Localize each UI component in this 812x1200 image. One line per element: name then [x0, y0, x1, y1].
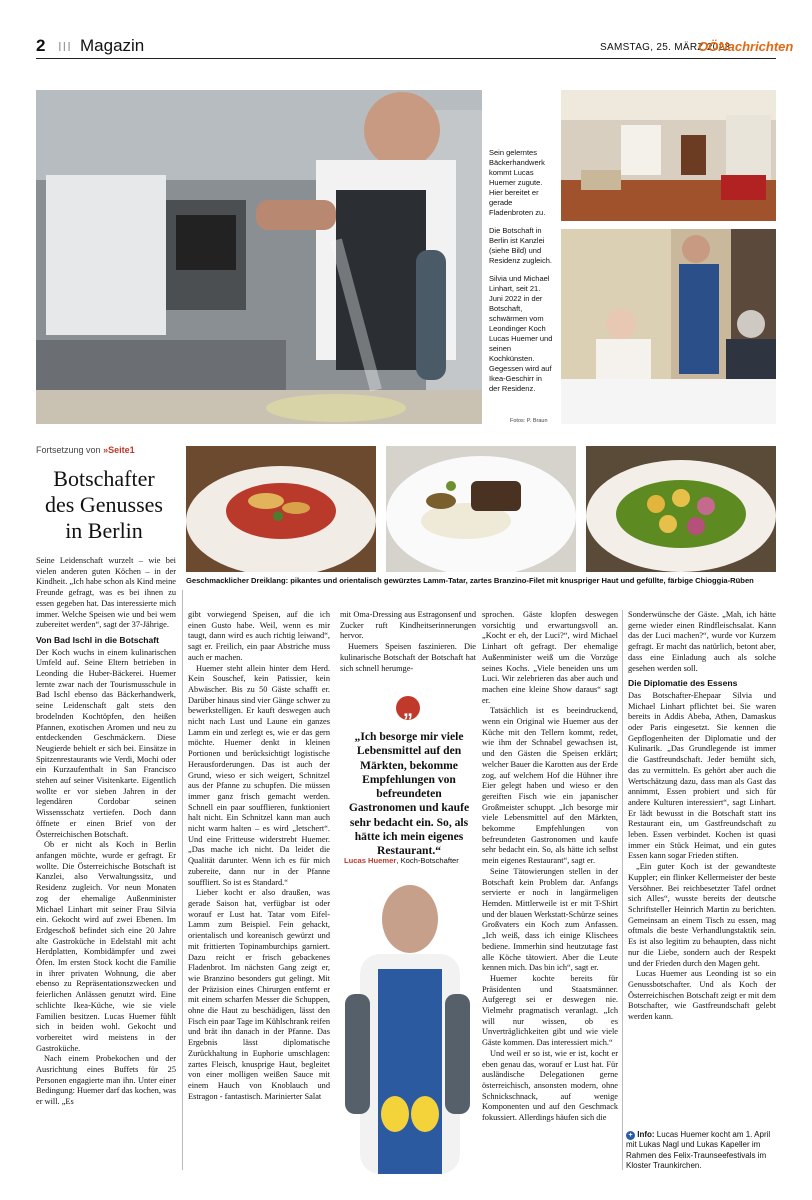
paragraph: Das Botschafter-Ehepaar Silvia und Michael Linhart pflichtet bei. Sie waren bereits in Addis Abeba, Athen, Damaskus oder Paris eingesetzt. Sie kennen die Gepflogenheiten der Diplomatie und der Kulinarik. „Das Grundlegende ist immer die Gastfreundschaft. Jeder bemüht sich, das zu vermitteln. Es gehört aber auch die Wertschätzung dazu, dass man als Gast das annimmt, Essen probiert und sich für andere Kulturen interessiert“, sagt Linhart. Er lädt bewusst in die Botschaft statt ins Restaurant ein, um Gastfreundschaft zu leben. Essen verbindet. Kochen ist quasi immer ein Stück Heimat, und ein gutes Essen kann sogar Frieden stiften.: [628, 690, 776, 861]
section-title: Magazin: [80, 36, 145, 55]
header-separator: III: [58, 39, 72, 54]
paragraph: Lieber kocht er also draußen, was gerade Saison hat, verfügbar ist oder worauf er Lust hat. Tatar vom Eifel-Lamm zum Beispiel. Fein gehackt, orientalisch und koreanisch gewürzt und mit frittierten Topinamburchips garniert. Dazu reicht er frisch gebackenes Fladenbrot. Im nächsten Gang zeigt er, wie Branzino besonders gut gelingt. Mit der Präzision eines Chirurgen entfernt er mit einem scharfen Messer die Schuppen, ohne die Haut zu beschädigen, lässt den Fisch ein paar Tage im Kühlschrank reifen und brät ihn danach in der Pfanne. Das Ergebnis lässt diplomatische Zurückhaltung in Euphorie umschlagen: zartes Fleisch, knusprige Haut, begleitet von einer molligen weißen Sauce mit einem Hauch von Knoblauch und Estragon - fantastisch. Marinierter Salat: [188, 888, 330, 1101]
column-rule: [622, 610, 623, 1170]
article-column-1: [36, 556, 176, 1108]
dish-photos-caption: Geschmacklicher Dreiklang: pikantes und orientalisch gewürztes Lamm-Tatar, zartes Branzino-Filet mit knuspriger Haut und gefüllte, färbige Chioggia-Rüben: [186, 576, 754, 585]
info-text: Lucas Huemer kocht am 1. April mit Lukas Nagl und Lukas Kapeller im Rahmen des Felix-Traunseefestivals im Kloster Traunkirchen.: [626, 1130, 771, 1171]
article-column-3: [340, 610, 476, 674]
paragraph: Huemer steht allein hinter dem Herd. Kein Souschef, kein Patissier, kein Abwäscher. Bis zu 50 Gäste schafft er. Darüber hinaus sind vier Gänge schwer zu bewerkstelligen. Er kauft deswegen auch nicht nach Lust und Laune ein ganzes Lamm ein und zerlegt es, wie er das gern möchte. Huemer denkt in kleinen Portionen und berücksichtigt logistische Herausforderungen. Das ist auch der Grund, wieso er sich weigert, Schnitzel aus der Pfanne zu schupfen. Die müssen immer ganz frisch gemacht werden. Schnell ein paar soufflieren, funktioniert halt nicht. Ein Schnitzel kann man auch nicht warm halten – es wird „letschert“. Und eine Fritteuse widerstrebt Huemer. „Das mache ich nicht. Da leidet die Qualität darunter. Wenn ich es für mich zubereite, dann nur in der Pfanne souffliert. So ist es Standard.“: [188, 663, 330, 887]
pull-quote: „Ich besorge mir viele Lebensmittel auf den Märkten, bekomme Empfehlungen von befreundeten Gastronomen und kaufe sehr bedacht ein. So, als hätte ich mein eigenes Restaurant.“: [348, 730, 470, 858]
info-label: Info:: [637, 1130, 655, 1139]
photo-linhart-dinner: [561, 229, 776, 424]
article-column-4: [482, 610, 618, 1124]
pull-quote-attribution: [344, 856, 484, 865]
continuation-note: [36, 445, 135, 455]
paragraph: Nach einem Probekochen und der Ausrichtung eines Buffets für 25 Personen engagierte man ihn. Unter einer Bedingung: Huemer darf das kochen, was er will. „Es: [36, 1054, 176, 1107]
paragraph: Ob er nicht als Koch in Berlin anfangen möchte, wurde er gefragt. Er wollte. Die Österreichische Botschaft ist Kanzlei, also Verwaltungssitz, und Residenz zugleich. Vor neun Monaten zog der ehemalige Außenminister Michael Linhart mit seiner Frau Silvia ein. Gekocht wird auf zwei Ebenen. Im Erdgeschoß befindet sich eine 20 Jahre alte Gastroküche in Edelstahl mit acht Herdplatten, Kombidämpfer und zwei Öfen. Im ersten Stock kocht die Familie in ihrer privaten Wohnung, die aber ebenso zu Repräsentationszwecken und feierlichen Anlässen genutzt wird. Eine schlichte Ikea-Küche, wie sie viele Familien besitzen. Lucas Huemer fühlt sich in beiden wohl. Gekocht und vorbereitet wird meistens in der Gastroküche.: [36, 840, 176, 1053]
paragraph: Und weil er so ist, wie er ist, kocht er eben genau das, worauf er Lust hat. Für ausländische Delegationen gerne österreichisch, ansonsten modern, ohne Schnickschnack, auf wenige Komponenten und auf den Geschmack fokussiert. Allerdings häufen sich die: [482, 1048, 618, 1123]
photo-lamb-tartare: [186, 446, 376, 572]
photo-branzino: [386, 446, 576, 572]
paragraph: Seine Leidenschaft wurzelt – wie bei vielen anderen guten Köchen – in der Kindheit. „Ich habe schon als Kind meine Freunde gefragt, was es bei ihnen zu essen gegeben hat. Das interessierte mich immer. Welche Speisen wie und bei wem zubereitet werden“, sagt der 37-Jährige.: [36, 556, 176, 630]
paragraph: Tatsächlich ist es beeindruckend, wenn ein Original wie Huemer aus der Küche mit den Tellern kommt, redet, wie ihm der Schnabel gewachsen ist, und den Gästen die Speisen erklärt; welcher Bauer die Karotten aus der Erde zog, auf welchem Hof die Hühner ihre Eier gelegt haben und wieso er den gereiften Fisch wie ein japanischer Großmeister schuppt. „Ich besorge mir viele Lebensmittel auf den Märkten, bekomme Empfehlungen von befreundeten Gastronomen und kaufe sehr bedacht ein. So, als hätte ich selbst mein eigenes Restaurant“, sagt er.: [482, 706, 618, 866]
paragraph: gibt vorwiegend Speisen, auf die ich einen Gusto habe. Weil, wenn es mir taugt, dann wird es auch richtig leiwand“, sagt er. Freilich, ein paar Abstriche muss auch er machen.: [188, 610, 330, 662]
paragraph: „Ein guter Koch ist der gewandteste Kuppler; ein flinker Kellermeister der beste Versöhner. Bei reichbesetzter Tafel ordnet sich Alles“, wusste bereits der deutsche Schriftsteller Heinrich Martin zu berichten. Gemeinsam an einem Tisch zu essen, mag oftmals die beste Verhandlungstaktik sein. Es ist also legitim zu behaupten, dass nicht nur die Liebe, sondern auch der Respekt und der Frieden durch den Magen geht.: [628, 862, 776, 968]
caption-embassy: Die Botschaft in Berlin ist Kanzlei (siehe Bild) und Residenz zugleich.: [489, 226, 552, 265]
photo-chef-kitchen: [36, 90, 482, 424]
paragraph: mit Oma-Dressing aus Estragonsenf und Zucker ruft Kindheitserinnerungen hervor.: [340, 610, 476, 641]
caption-linhart: Silvia und Michael Linhart, seit 21. Juni 2022 in der Botschaft, schwärmen vom Leondinger Koch Lucas Huemer und seinen Kochkünsten. Gegessen wird auf Ikea-Geschirr in der Residenz.: [489, 274, 553, 393]
photo-caption-side: [489, 148, 553, 402]
subhead-bad-ischl: Von Bad Ischl in die Botschaft: [36, 634, 160, 645]
quote-role: , Koch-Botschafter: [396, 856, 459, 865]
caption-baking: Sein gelerntes Bäckerhandwerk kommt Lucas Huemer zugute. Hier bereitet er gerade Fladenbroten zu.: [489, 148, 546, 217]
paragraph: Seine Tätowierungen stellen in der Botschaft kein Problem dar. Anfangs servierte er noch in langärmeligen Hemden. Mittlerweile ist er mit T-Shirt und der blauen Werkstatt-Schürze seines Großvaters ein Koch zum Anfassen. „Ich weiß, dass ich einige Klischees bediene. Immerhin sind heutzutage fast alle Köche tätowiert. Aber die Leute kennen mich. Das bin ich“, sagt er.: [482, 866, 618, 973]
paragraph: Huemer kochte bereits für Präsidenten und Staatsmänner. Aufgeregt sei er deswegen nie. Vielmehr pragmatisch veranlagt. „Ich will nur wissen, ob es Unverträglichkeiten gibt und wie viele Gäste kommen. Das interessiert mich.“: [482, 973, 618, 1048]
quote-icon: „: [396, 696, 420, 720]
plus-icon: +: [626, 1131, 635, 1140]
photo-credit: Fotos: P. Braun: [510, 418, 548, 424]
article-column-2: [188, 610, 330, 1102]
paragraph: Sonderwünsche der Gäste. „Mah, ich hätte gerne wieder einen Rindfleischsalat. Kann das der Luci machen?“, wurde vor Kurzem gefragt. Er macht das natürlich, betont aber, dass eine Einladung auch als solche gesehen werden soll.: [628, 610, 776, 673]
info-box: [626, 1130, 776, 1172]
photo-chef-portrait: [340, 874, 475, 1174]
article-column-5: [628, 610, 776, 1023]
continuation-prefix: Fortsetzung von: [36, 445, 101, 455]
paragraph: Huemers Speisen faszinieren. Die kulinarische Botschaft der Botschaft hat sich schnell herumge-: [340, 642, 476, 673]
quote-author: Lucas Huemer: [344, 856, 397, 865]
photo-chioggia-beets: [586, 446, 776, 572]
photo-embassy-interior: [561, 90, 776, 221]
continuation-link[interactable]: »Seite1: [103, 445, 135, 455]
paragraph: Der Koch wuchs in einem kulinarischen Umfeld auf. Seine Eltern betrieben in Leonding die Huber-Bäckerei. Huemer lernte zwar nach der Tourismusschule in Bad Ischl ebenso das Bäckerhandwerk, seine Leidenschaft galt stets den brodelnden Kochtöpfen, den heißen Pfannen, exotischen Aromen und neu zu entdeckenden Geschmäckern. Diese Neugierde behielt er sich bei. Einsätze in Spitzenrestaurants wie Verdi, Mochi oder ein Kurzaufenthalt in San Francisco stehen auf seiner Visitenkarte. Eigentlich wollte er vor sieben Jahren in der legendären Cordobar seinen Wissensschatz vertiefen. Doch dann öffnete er einen Brief von der Österreichischen Botschaft.: [36, 647, 176, 839]
article-headline: Botschafter des Genusses in Berlin: [45, 466, 163, 543]
paragraph: sprochen. Gäste klopfen deswegen vorsichtig und erwartungsvoll an. „Kocht er eh, der Luci?“, wird Michael Linhart oft gefragt. Der ehemalige Außenminister weiß um die Vorzüge seines Kochs. „Viele beneiden uns um Luci. Wir zelebrieren das aber auch und machen eine kleine Show daraus“ sagt er.: [482, 610, 618, 705]
paragraph: Lucas Huemer aus Leonding ist so ein Genussbotschafter. Und als Koch der Österreichischen Botschaft zeigt er mit dem Botschafter, wie Gastfreundschaft gelebt werden kann.: [628, 969, 776, 1022]
header-rule: [36, 58, 776, 59]
column-rule: [182, 590, 183, 1170]
issue-date: SAMSTAG, 25. MÄRZ 2023: [600, 42, 731, 53]
brand-logo: OÖNachrichten: [698, 39, 794, 54]
subhead-diplomatie: Die Diplomatie des Essens: [628, 678, 738, 689]
page-number: 2: [36, 36, 46, 55]
